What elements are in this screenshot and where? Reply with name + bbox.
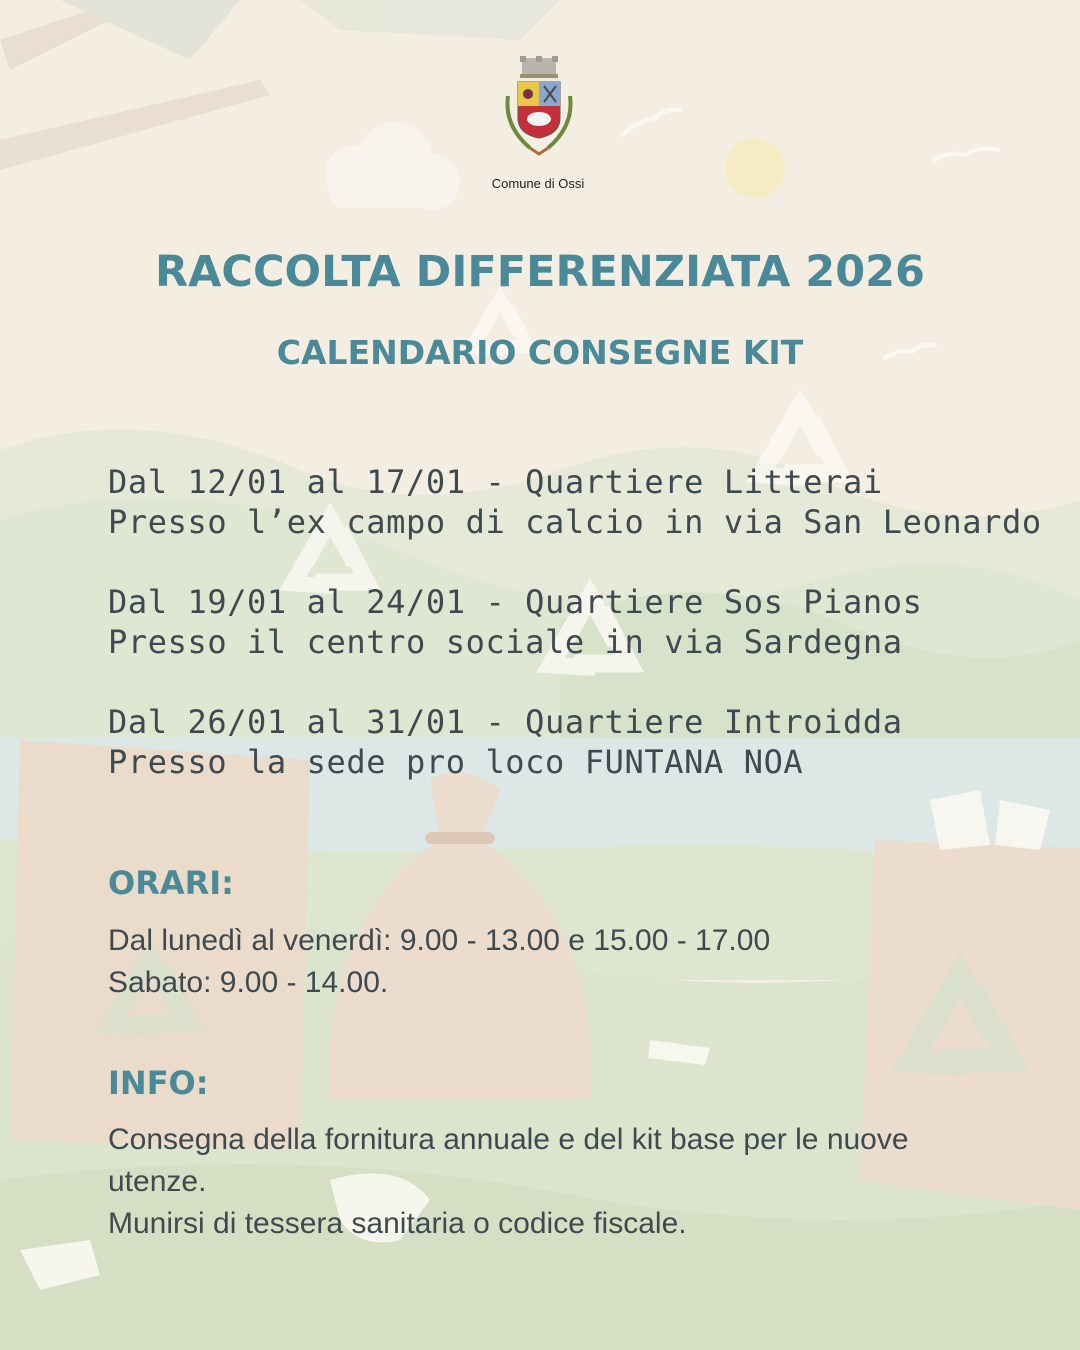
- info-line: utenze.: [108, 1165, 207, 1198]
- orari-line: Dal lunedì al venerdì: 9.00 - 13.00 e 15.00 - 17.00: [108, 924, 771, 957]
- page-subtitle: CALENDARIO CONSEGNE KIT: [276, 333, 804, 372]
- orari-text: [108, 920, 988, 1004]
- schedule-place: Presso il centro sociale in via Sardegna: [108, 623, 903, 661]
- schedule-place: Presso l’ex campo di calcio in via San Leonardo: [108, 503, 1042, 541]
- info-line: Consegna della fornitura annuale e del kit base per le nuove: [108, 1123, 909, 1156]
- schedule-dates: Dal 19/01 al 24/01 - Quartiere Sos Pianos: [108, 583, 923, 621]
- info-line: Munirsi di tessera sanitaria o codice fiscale.: [108, 1207, 687, 1240]
- info-text: [108, 1119, 988, 1245]
- info-heading: INFO:: [108, 1064, 209, 1102]
- orari-line: Sabato: 9.00 - 14.00.: [108, 966, 389, 999]
- schedule-item: [108, 702, 1038, 782]
- schedule-dates: Dal 12/01 al 17/01 - Quartiere Litterai: [108, 463, 883, 501]
- crest-icon: [500, 56, 578, 168]
- schedule-dates: Dal 26/01 al 31/01 - Quartiere Introidda: [108, 703, 903, 741]
- schedule-item: [108, 462, 1042, 542]
- page-title: RACCOLTA DIFFERENZIATA 2026: [155, 247, 925, 297]
- schedule-item: [108, 582, 1038, 662]
- orari-heading: ORARI:: [108, 864, 234, 902]
- municipality-name: Comune di Ossi: [491, 176, 585, 191]
- schedule-place: Presso la sede pro loco FUNTANA NOA: [108, 743, 804, 781]
